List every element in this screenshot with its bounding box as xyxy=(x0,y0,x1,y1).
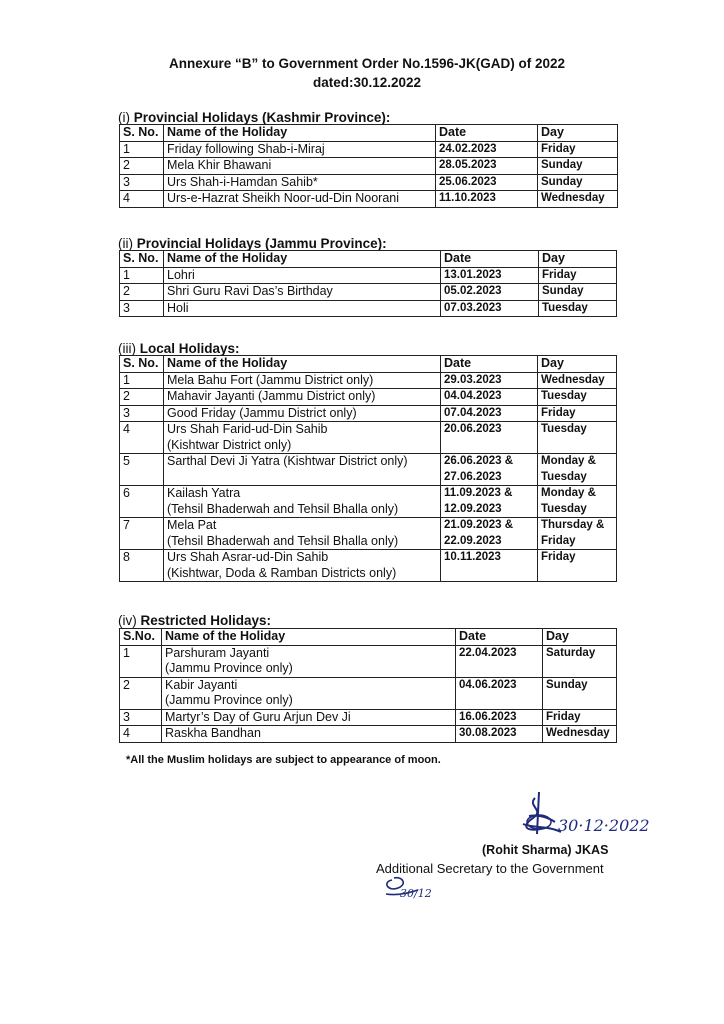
holiday-name-cell-line: Parshuram Jayanti xyxy=(165,645,270,660)
table-row xyxy=(120,300,617,317)
holiday-name-header: Name of the Holiday xyxy=(164,356,441,373)
date-cell-line: 13.01.2023 xyxy=(444,268,502,281)
table-header-row xyxy=(120,629,617,646)
sno-cell: 1 xyxy=(120,267,164,284)
table-row xyxy=(120,141,618,158)
table-row xyxy=(120,550,617,582)
holiday-name-cell-line: Mela Khir Bhawani xyxy=(167,158,272,172)
table-row xyxy=(120,645,617,677)
date-cell-line: 11.09.2023 & xyxy=(444,487,513,499)
holiday-name-header: Name of the Holiday xyxy=(162,629,456,646)
day-cell xyxy=(538,405,617,422)
date-cell-line: 21.09.2023 & xyxy=(444,519,514,531)
date-cell xyxy=(441,300,539,317)
holiday-name-cell-line: Mela Pat xyxy=(167,518,217,532)
initials-date: 30/12 xyxy=(400,887,432,900)
date-cell xyxy=(456,645,543,677)
date-cell-line: 29.03.2023 xyxy=(444,373,502,386)
holiday-name-cell xyxy=(164,454,441,486)
date-cell-line: 04.04.2023 xyxy=(444,390,502,402)
holiday-name-cell-line: Martyr’s Day of Guru Arjun Dev Ji xyxy=(165,709,351,724)
day-cell xyxy=(539,300,617,317)
day-cell-line: Friday xyxy=(541,142,576,155)
sno-cell: 1 xyxy=(120,645,162,677)
table-row xyxy=(120,191,618,208)
date-cell-line: 26.06.2023 & xyxy=(444,455,514,467)
sno-cell: 4 xyxy=(120,191,164,208)
section-heading-local: (iii) Local Holidays: xyxy=(118,341,240,356)
day-cell-line: Tuesday xyxy=(541,423,587,435)
holiday-name-cell xyxy=(164,267,441,284)
day-cell-line: Wednesday xyxy=(546,727,610,739)
date-cell xyxy=(456,726,543,743)
holiday-name-cell-line: (Jammu Province only) xyxy=(165,661,293,675)
holiday-name-cell-line: Mahavir Jayanti (Jammu District only) xyxy=(167,389,376,403)
sno-cell: 3 xyxy=(120,300,164,317)
holiday-name-cell-line: Shri Guru Ravi Das’s Birthday xyxy=(167,284,333,298)
holiday-name-cell-line: Urs-e-Hazrat Sheikh Noor-ud-Din Noorani xyxy=(167,191,400,205)
table-row xyxy=(120,372,617,389)
sno-header: S. No. xyxy=(120,125,164,142)
sno-cell: 2 xyxy=(120,158,164,175)
day-cell-line: Tuesday xyxy=(541,470,587,483)
sno-header: S. No. xyxy=(120,251,164,268)
day-cell xyxy=(538,486,617,518)
date-header: Date xyxy=(441,356,538,373)
day-cell-line: Sunday xyxy=(542,285,584,297)
table-row xyxy=(120,174,618,191)
holiday-name-cell-line: (Tehsil Bhaderwah and Tehsil Bhalla only) xyxy=(167,533,399,548)
table-header-row xyxy=(120,125,618,142)
holiday-name-cell xyxy=(164,174,436,191)
day-cell-line: Tuesday xyxy=(542,301,588,314)
day-cell xyxy=(538,191,618,208)
table-row xyxy=(120,389,617,406)
holiday-name-cell xyxy=(164,518,441,550)
day-cell-line: Sunday xyxy=(541,159,583,171)
holiday-name-cell-line: Mela Bahu Fort (Jammu District only) xyxy=(167,372,374,387)
day-cell xyxy=(538,518,617,550)
title-line-1: Annexure “B” to Government Order No.1596-JK(GAD) of 2022 xyxy=(168,56,566,71)
holiday-name-cell xyxy=(164,158,436,175)
holiday-name-header: Name of the Holiday xyxy=(164,251,441,268)
date-cell-line: 04.06.2023 xyxy=(459,678,517,691)
sno-header: S.No. xyxy=(120,629,162,646)
table-row xyxy=(120,726,617,743)
holiday-name-cell-line: Kabir Jayanti xyxy=(165,677,238,692)
holiday-name-cell-line: Urs Shah Farid-ud-Din Sahib xyxy=(167,422,328,436)
date-cell xyxy=(436,174,538,191)
sno-cell: 8 xyxy=(120,550,164,582)
sno-cell: 4 xyxy=(120,726,162,743)
holiday-name-cell-line: Holi xyxy=(167,300,189,315)
day-cell-line: Friday xyxy=(546,710,581,723)
holiday-name-cell xyxy=(164,550,441,582)
date-cell-line: 05.02.2023 xyxy=(444,285,502,297)
signatory-designation: Additional Secretary to the Government xyxy=(376,861,604,876)
sno-header: S. No. xyxy=(120,356,164,373)
day-cell-line: Thursday & xyxy=(541,519,605,531)
sno-cell: 1 xyxy=(120,141,164,158)
day-cell-line: Friday xyxy=(542,268,577,281)
date-cell xyxy=(441,454,538,486)
date-cell xyxy=(441,267,539,284)
sno-cell: 2 xyxy=(120,389,164,406)
holiday-name-cell-line: Kailash Yatra xyxy=(167,486,241,500)
date-cell xyxy=(436,158,538,175)
section-heading-restricted: (iv) Restricted Holidays: xyxy=(118,613,272,628)
jammu-holidays-table xyxy=(119,250,617,317)
sno-cell: 2 xyxy=(120,677,162,709)
sno-cell: 4 xyxy=(120,422,164,454)
date-header: Date xyxy=(436,125,538,142)
sno-cell: 3 xyxy=(120,709,162,726)
holiday-name-cell xyxy=(164,141,436,158)
holiday-name-cell xyxy=(162,709,456,726)
day-cell-line: Friday xyxy=(541,406,576,419)
holiday-name-header: Name of the Holiday xyxy=(164,125,436,142)
day-header: Day xyxy=(539,251,617,268)
holiday-name-cell-line: (Kishtwar, Doda & Ramban Districts only) xyxy=(167,565,397,580)
day-cell-line: Sunday xyxy=(541,175,583,188)
signature-date: 30·12·2022 xyxy=(558,816,650,835)
local-holidays-table xyxy=(119,355,617,582)
date-cell-line: 16.06.2023 xyxy=(459,710,517,723)
date-cell-line: 27.06.2023 xyxy=(444,470,502,483)
day-cell-line: Friday xyxy=(541,551,576,563)
holiday-name-cell xyxy=(164,284,441,301)
table-row xyxy=(120,405,617,422)
holiday-name-cell-line: Urs Shah Asrar-ud-Din Sahib xyxy=(167,550,329,564)
date-cell xyxy=(441,486,538,518)
signatory-name: (Rohit Sharma) JKAS xyxy=(482,843,609,857)
day-cell xyxy=(538,454,617,486)
date-cell xyxy=(441,372,538,389)
sno-cell: 1 xyxy=(120,372,164,389)
holiday-name-cell-line: (Kishtwar District only) xyxy=(167,437,292,452)
date-cell-line: 24.02.2023 xyxy=(439,142,497,155)
day-header: Day xyxy=(538,125,618,142)
date-cell-line: 22.04.2023 xyxy=(459,646,517,659)
day-cell xyxy=(538,158,618,175)
table-header-row xyxy=(120,356,617,373)
day-cell-line: Monday & xyxy=(541,487,596,499)
day-cell-line: Saturday xyxy=(546,646,596,659)
document-title xyxy=(0,54,724,92)
day-cell xyxy=(543,726,617,743)
date-cell xyxy=(441,284,539,301)
section-heading-kashmir: (i) Provincial Holidays (Kashmir Province): xyxy=(118,110,391,125)
title-line-2: dated:30.12.2022 xyxy=(312,75,422,90)
date-cell-line: 11.10.2023 xyxy=(439,192,496,204)
day-cell xyxy=(538,389,617,406)
day-cell xyxy=(538,422,617,454)
sno-cell: 3 xyxy=(120,405,164,422)
sno-cell: 2 xyxy=(120,284,164,301)
sno-cell: 7 xyxy=(120,518,164,550)
holiday-name-cell-line: Sarthal Devi Ji Yatra (Kishtwar District only) xyxy=(167,454,408,468)
date-cell xyxy=(441,550,538,582)
footnote: *All the Muslim holidays are subject to appearance of moon. xyxy=(126,754,441,766)
sno-cell: 5 xyxy=(120,454,164,486)
table-row xyxy=(120,677,617,709)
table-row xyxy=(120,284,617,301)
day-cell xyxy=(538,174,618,191)
table-header-row xyxy=(120,251,617,268)
day-header: Day xyxy=(543,629,617,646)
day-cell-line: Friday xyxy=(541,534,576,547)
table-row xyxy=(120,486,617,518)
day-cell-line: Tuesday xyxy=(541,390,587,402)
restricted-holidays-table xyxy=(119,628,617,743)
holiday-name-cell xyxy=(164,422,441,454)
date-cell-line: 30.08.2023 xyxy=(459,727,517,739)
table-row xyxy=(120,422,617,454)
date-cell xyxy=(441,405,538,422)
table-row xyxy=(120,518,617,550)
date-cell-line: 22.09.2023 xyxy=(444,534,502,547)
day-cell xyxy=(538,372,617,389)
day-cell-line: Wednesday xyxy=(541,373,605,386)
holiday-name-cell-line: Urs Shah-i-Hamdan Sahib* xyxy=(167,174,318,189)
date-cell xyxy=(441,518,538,550)
sno-cell: 6 xyxy=(120,486,164,518)
date-cell-line: 20.06.2023 xyxy=(444,423,502,435)
section-heading-jammu: (ii) Provincial Holidays (Jammu Province): xyxy=(118,236,387,251)
date-cell-line: 07.04.2023 xyxy=(444,406,502,419)
date-cell-line: 10.11.2023 xyxy=(444,551,501,563)
initials-scribble-icon xyxy=(378,866,448,906)
holiday-name-cell xyxy=(162,726,456,743)
day-cell xyxy=(539,284,617,301)
date-cell xyxy=(441,422,538,454)
day-cell-line: Wednesday xyxy=(541,192,605,204)
holiday-name-cell xyxy=(164,191,436,208)
date-cell xyxy=(436,191,538,208)
day-cell xyxy=(538,141,618,158)
date-cell xyxy=(456,677,543,709)
date-cell-line: 12.09.2023 xyxy=(444,502,502,515)
day-cell xyxy=(543,709,617,726)
table-row xyxy=(120,454,617,486)
holiday-name-cell xyxy=(162,677,456,709)
date-header: Date xyxy=(456,629,543,646)
sno-cell: 3 xyxy=(120,174,164,191)
holiday-name-cell xyxy=(164,486,441,518)
date-cell xyxy=(441,389,538,406)
table-row xyxy=(120,709,617,726)
day-cell-line: Tuesday xyxy=(541,502,587,515)
table-row xyxy=(120,267,617,284)
date-cell xyxy=(456,709,543,726)
holiday-name-cell xyxy=(164,372,441,389)
holiday-name-cell-line: Good Friday (Jammu District only) xyxy=(167,405,357,420)
day-header: Day xyxy=(538,356,617,373)
holiday-name-cell-line: Lohri xyxy=(167,267,195,282)
table-row xyxy=(120,158,618,175)
date-cell-line: 25.06.2023 xyxy=(439,175,497,188)
holiday-name-cell-line: (Tehsil Bhaderwah and Tehsil Bhalla only) xyxy=(167,501,399,516)
date-cell-line: 28.05.2023 xyxy=(439,159,497,171)
holiday-name-cell-line: Friday following Shab-i-Miraj xyxy=(167,141,325,156)
day-cell xyxy=(543,677,617,709)
kashmir-holidays-table xyxy=(119,124,618,208)
holiday-name-cell-line: Raskha Bandhan xyxy=(165,726,261,740)
day-cell-line: Sunday xyxy=(546,678,588,691)
day-cell xyxy=(539,267,617,284)
holiday-name-cell xyxy=(164,389,441,406)
day-cell xyxy=(538,550,617,582)
date-header: Date xyxy=(441,251,539,268)
date-cell-line: 07.03.2023 xyxy=(444,301,502,314)
holiday-name-cell xyxy=(164,405,441,422)
holiday-name-cell xyxy=(164,300,441,317)
holiday-name-cell xyxy=(162,645,456,677)
date-cell xyxy=(436,141,538,158)
holiday-name-cell-line: (Jammu Province only) xyxy=(165,693,293,707)
day-cell-line: Monday & xyxy=(541,455,596,467)
day-cell xyxy=(543,645,617,677)
